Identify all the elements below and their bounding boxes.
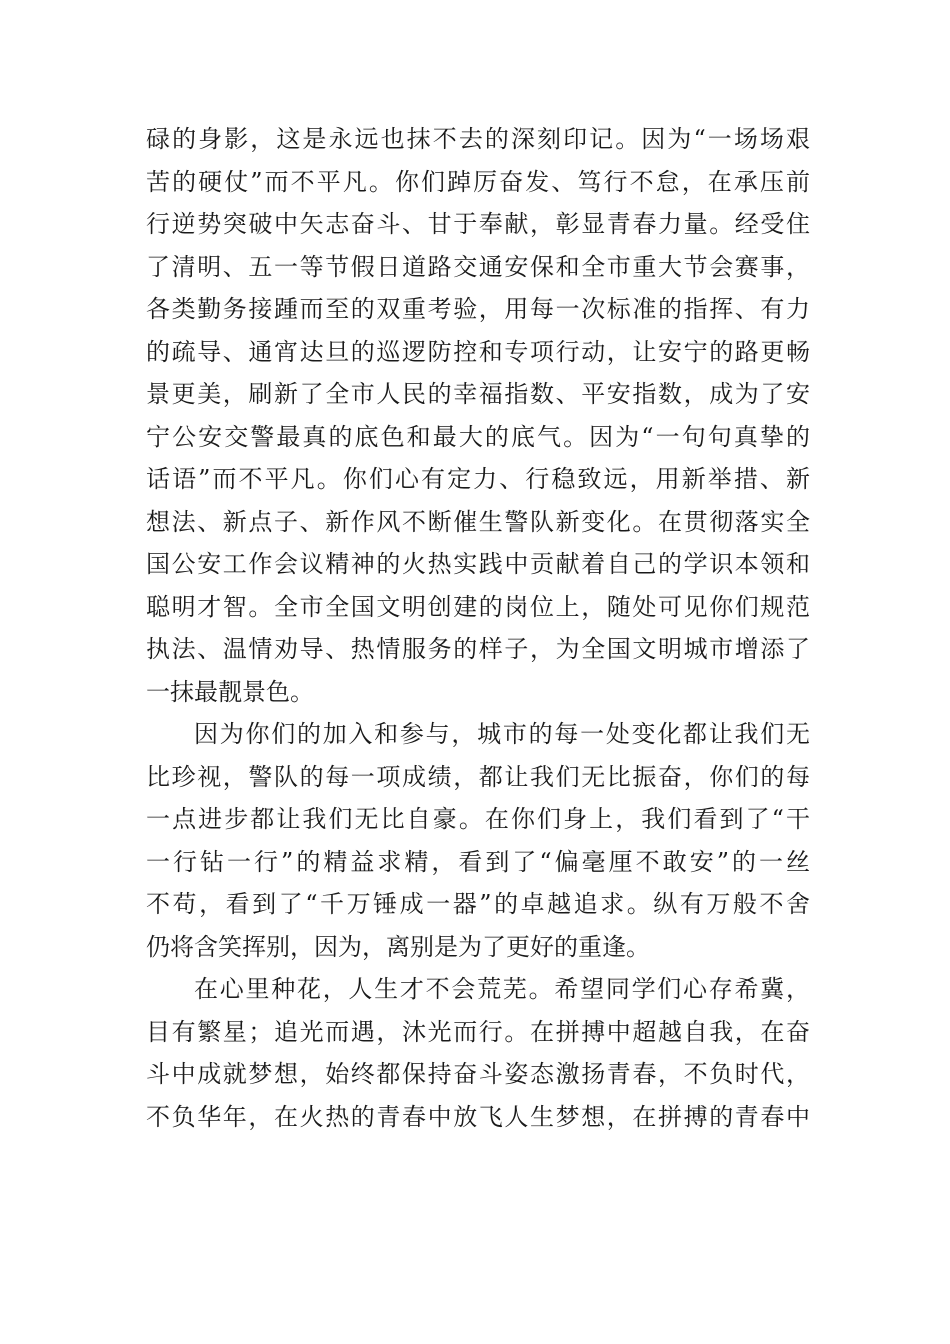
paragraph-1 — [146, 118, 810, 713]
body-text — [146, 118, 810, 1138]
paragraph-2 — [146, 713, 810, 968]
text-line: 不苟，看到了“千万锤成一器”的卓越追求。纵有万般不舍 — [146, 890, 810, 918]
text-line: 各类勤务接踵而至的双重考验，用每一次标准的指挥、有力 — [146, 295, 810, 323]
text-line: 一抹最靓景色。 — [146, 677, 314, 706]
text-line: 一行钻一行”的精益求精，看到了“偏毫厘不敢安”的一丝 — [146, 847, 810, 876]
text-line: 苦的硬仗”而不平凡。你们踔厉奋发、笃行不怠，在承压前 — [146, 167, 810, 196]
text-line: 的疏导、通宵达旦的巡逻防控和专项行动，让安宁的路更畅 — [146, 337, 810, 366]
text-line: 斗中成就梦想，始终都保持奋斗姿态激扬青春，不负时代， — [146, 1060, 810, 1088]
text-line: 因为你们的加入和参与，城市的每一处变化都让我们无 — [194, 720, 810, 748]
text-line: 在心里种花，人生才不会荒芜。希望同学们心存希冀， — [194, 975, 810, 1003]
paragraph-3 — [146, 968, 810, 1138]
text-line: 宁公安交警最真的底色和最大的底气。因为“一句句真挚的 — [146, 422, 810, 451]
text-line: 执法、温情劝导、热情服务的样子，为全国文明城市增添了 — [146, 635, 810, 663]
text-line: 国公安工作会议精神的火热实践中贡献着自己的学识本领和 — [146, 550, 810, 578]
text-line: 话语”而不平凡。你们心有定力、行稳致远，用新举措、新 — [146, 465, 810, 493]
text-line: 比珍视，警队的每一项成绩，都让我们无比振奋，你们的每 — [146, 762, 810, 791]
text-line: 想法、新点子、新作风不断催生警队新变化。在贯彻落实全 — [146, 507, 810, 536]
text-line: 仍将含笑挥别，因为，离别是为了更好的重逢。 — [146, 932, 650, 961]
text-line: 不负华年，在火热的青春中放飞人生梦想，在拼搏的青春中 — [146, 1102, 810, 1131]
text-line: 一点进步都让我们无比自豪。在你们身上，我们看到了“干 — [146, 805, 810, 833]
text-line: 目有繁星；追光而遇，沐光而行。在拼搏中超越自我，在奋 — [146, 1017, 810, 1046]
text-line: 了清明、五一等节假日道路交通安保和全市重大节会赛事， — [146, 252, 810, 281]
text-line: 聪明才智。全市全国文明创建的岗位上，随处可见你们规范 — [146, 592, 810, 621]
text-line: 行逆势突破中矢志奋斗、甘于奉献，彰显青春力量。经受住 — [146, 210, 810, 238]
text-line: 碌的身影，这是永远也抹不去的深刻印记。因为“一场场艰 — [146, 125, 810, 153]
text-line: 景更美，刷新了全市人民的幸福指数、平安指数，成为了安 — [146, 380, 810, 408]
